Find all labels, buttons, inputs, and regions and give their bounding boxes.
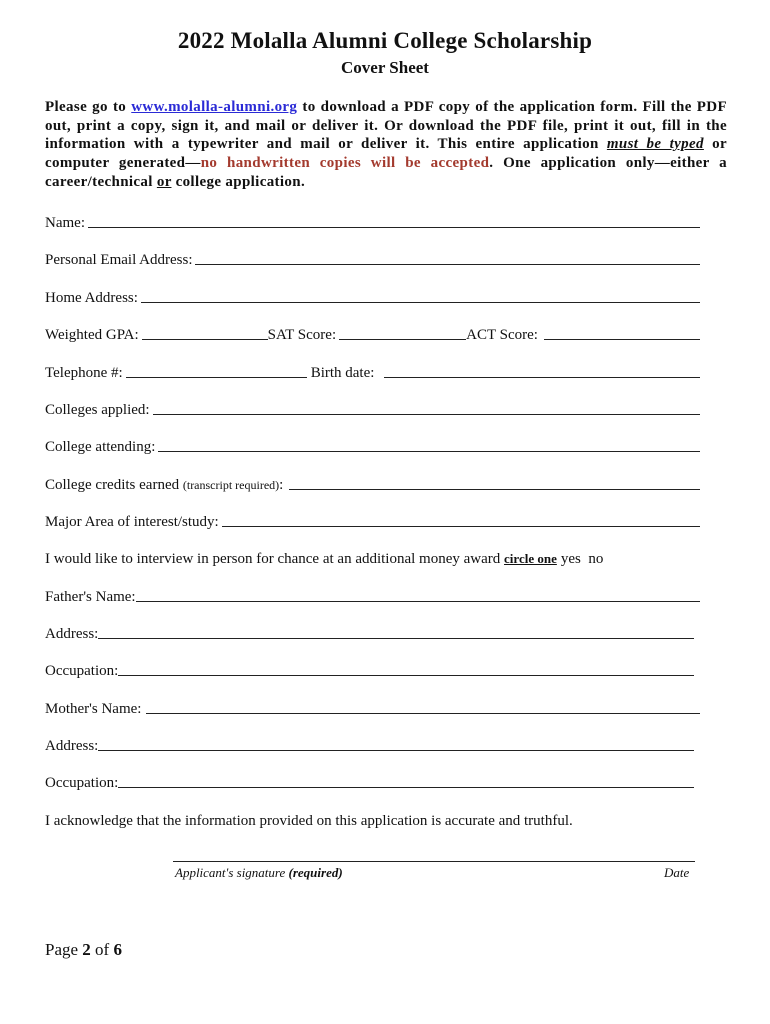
major-row	[45, 509, 700, 531]
telephone-field[interactable]	[126, 377, 307, 378]
act-field[interactable]	[544, 339, 700, 340]
circle-one-text: circle one	[504, 551, 557, 566]
father-name-field[interactable]	[136, 601, 700, 602]
mother-address-label: Address:	[45, 738, 99, 754]
father-occupation-label: Occupation:	[45, 663, 119, 679]
interview-text: I would like to interview in person for chance at an additional money award	[45, 551, 505, 567]
telephone-label: Telephone #:	[45, 365, 123, 381]
name-field[interactable]	[88, 227, 700, 228]
intro-text-5: college application.	[171, 173, 306, 190]
email-field[interactable]	[195, 264, 700, 265]
father-name-label: Father's Name:	[45, 589, 136, 605]
mother-occupation-label: Occupation:	[45, 775, 119, 791]
credits-colon: :	[279, 477, 284, 493]
colleges-applied-label: Colleges applied:	[45, 402, 150, 418]
credits-row	[45, 472, 700, 494]
home-address-field[interactable]	[141, 302, 700, 303]
credits-label	[45, 477, 283, 494]
gpa-label: Weighted GPA:	[45, 327, 139, 343]
mother-name-row	[45, 696, 700, 718]
gpa-field[interactable]	[142, 339, 268, 340]
credits-field[interactable]	[289, 489, 700, 490]
major-field[interactable]	[222, 526, 700, 527]
intro-text-4: . One application only—either a career/technical	[45, 155, 728, 190]
signature-line[interactable]	[173, 861, 695, 862]
mother-occupation-field[interactable]	[118, 787, 694, 788]
interview-yes-option[interactable]: yes	[560, 551, 581, 567]
phone-birth-row	[45, 360, 700, 382]
home-address-label: Home Address:	[45, 290, 138, 306]
mother-name-label: Mother's Name:	[45, 701, 142, 717]
signature-required: (required)	[288, 865, 343, 880]
page-label: Page	[45, 940, 83, 959]
name-label: Name:	[45, 215, 85, 231]
page-subtitle: Cover Sheet	[341, 58, 429, 77]
total-pages: 6	[113, 940, 122, 959]
mother-occupation-row	[45, 770, 700, 792]
sat-label: SAT Score:	[267, 327, 337, 343]
acknowledge-row	[45, 808, 700, 830]
birth-date-field[interactable]	[384, 377, 700, 378]
of-label: of	[90, 940, 114, 959]
colleges-applied-field[interactable]	[153, 414, 700, 415]
college-attending-row	[45, 434, 700, 456]
intro-text-2: to download a PDF copy of the application form. Fill the PDF out, print a copy, sign it, and mail or deliver it. Or download the PDF file, print it out, fill in the information with a typewriter and mail or deliver it. This entire application	[45, 99, 727, 153]
name-row	[45, 210, 700, 232]
sat-field[interactable]	[339, 339, 466, 340]
act-label: ACT Score:	[466, 327, 538, 343]
alumni-website-link[interactable]: www.molalla-alumni.org	[131, 99, 298, 115]
major-label: Major Area of interest/study:	[45, 514, 219, 530]
page-title: 2022 Molalla Alumni College Scholarship	[177, 28, 593, 53]
signature-label	[175, 865, 343, 881]
intro-text-1: Please go to	[45, 99, 132, 115]
intro-text-3: or computer generated—	[45, 136, 727, 172]
must-be-typed-text: must be typed	[606, 136, 704, 153]
father-occupation-row	[45, 658, 700, 680]
email-row	[45, 247, 700, 269]
birth-date-label: Birth date:	[310, 365, 375, 381]
scores-row	[45, 322, 700, 344]
handwritten-warning: no handwritten copies will be accepted	[200, 155, 490, 172]
college-attending-label: College attending:	[45, 439, 156, 455]
email-label: Personal Email Address:	[45, 252, 193, 268]
father-occupation-field[interactable]	[118, 675, 694, 676]
interview-label	[45, 551, 603, 568]
page-number	[45, 940, 122, 960]
mother-name-field[interactable]	[146, 713, 700, 714]
interview-no-option[interactable]: no	[588, 551, 604, 567]
father-address-label: Address:	[45, 626, 99, 642]
mother-address-field[interactable]	[98, 750, 694, 751]
college-attending-field[interactable]	[158, 451, 700, 452]
current-page: 2	[82, 940, 91, 959]
date-label: Date	[664, 865, 690, 880]
transcript-note: (transcript required)	[182, 478, 280, 492]
colleges-applied-row	[45, 397, 700, 419]
credits-label-text: College credits earned	[45, 477, 183, 493]
acknowledge-text: I acknowledge that the information provided on this application is accurate and truthful.	[45, 813, 573, 829]
father-name-row	[45, 584, 700, 606]
signature-label-text: Applicant's signature	[175, 865, 289, 880]
mother-address-row	[45, 733, 700, 755]
interview-row	[45, 546, 700, 568]
or-text: or	[156, 173, 172, 190]
father-address-row	[45, 621, 700, 643]
home-address-row	[45, 285, 700, 307]
instructions-paragraph	[45, 98, 727, 192]
father-address-field[interactable]	[98, 638, 694, 639]
